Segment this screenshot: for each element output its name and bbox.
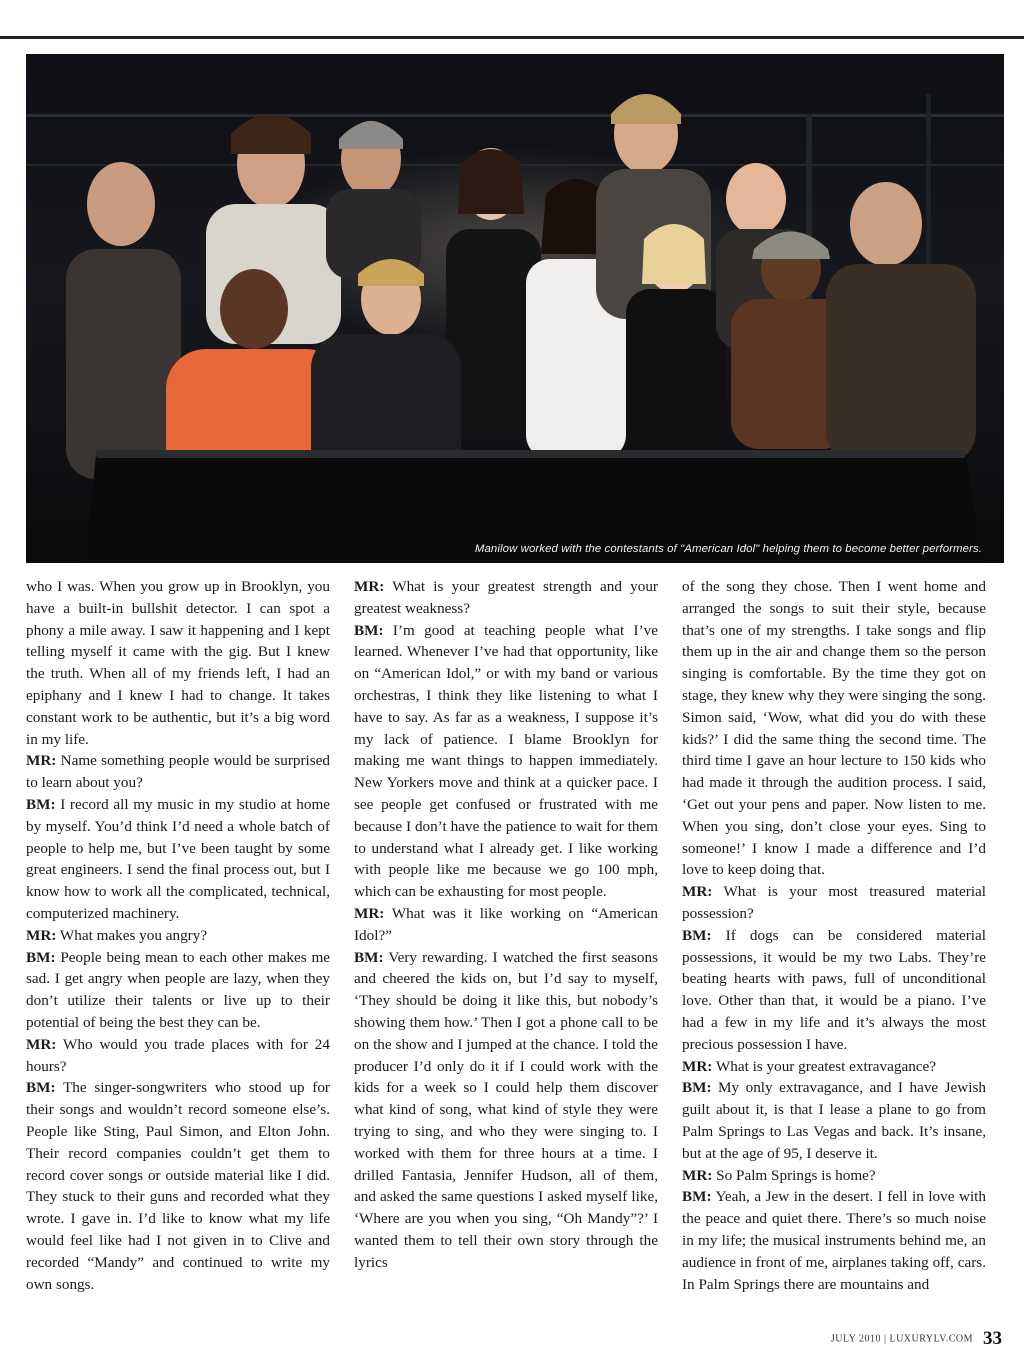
paragraph-text: What makes you angry? [56, 926, 208, 944]
speaker-label: MR: [26, 1035, 57, 1053]
paragraph [26, 794, 330, 925]
paragraph-text: I record all my music in my studio at home by myself. You’d think I’d need a whole batch of people to help me, but I’ve been taught by some great engineers. I send the final process out, but I know how to work all the complicated, technical, computerized machinery. [26, 795, 330, 922]
paragraph [354, 620, 658, 903]
page-footer [831, 1328, 1002, 1350]
paragraph-text: I’m good at teaching people what I’ve learned. Whenever I’ve had that opportunity, like on “American Idol,” or with my band or various orchestras, I think they like listening to what I have to say. As far as a weakness, I suppose it’s my lack of patience. I blame Brooklyn for making me want things to happen immediately. New Yorkers move and think at a quicker pace. I see people get confused or frustrated with me because I don’t have the patience to wait for them to understand what I already get. I like working with people like me because we go 100 mph, which can be exhausting for most people. [354, 621, 658, 901]
speaker-label: MR: [354, 904, 385, 922]
paragraph-text: Very rewarding. I watched the first seasons and cheered the kids on, but I’d say to myself, ‘They should be doing it like this, but nobody’s showing them how.’ Then I got a phone call to be on the show and I jumped at the chance. I told the producer I’d only do it if I could work with the kids for a week so I could help them discover what kind of song, what kind of style they were trying to sing, and who they were singing to. I worked with them for three hours at a time. I drilled Fantasia, Jennifer Hudson, all of them, and asked the same questions I asked myself like, ‘Where are you when you sing, “Oh Mandy”?’ I wanted them to tell their own story through the lyrics [354, 948, 658, 1271]
paragraph-text: The singer-songwriters who stood up for their songs and wouldn’t record someone else’s. People like Sting, Paul Simon, and Elton John. Their record companies couldn’t get them to record cover songs or outside material like I did. They stuck to their guns and recorded what they wrote. I gave in. I’d like to know what my life would feel like had I not given in to Clive and recorded “Mandy” and continued to write my own songs. [26, 1079, 330, 1293]
paragraph [354, 576, 658, 620]
paragraph [682, 1186, 986, 1295]
paragraph-text: What was it like working on “American Idol?” [354, 904, 658, 944]
paragraph-text: What is your greatest extravagance? [712, 1057, 937, 1075]
paragraph [682, 1077, 986, 1164]
text-column-3 [682, 576, 986, 1295]
paragraph-text: Yeah, a Jew in the desert. I fell in love with the peace and quiet there. There’s so much noise in my life; the musical instruments behind me, an audience in front of me, airplanes taking off, cars. In Palm Springs there are mountains and [682, 1188, 986, 1293]
speaker-label: MR: [682, 1166, 713, 1184]
paragraph [682, 925, 986, 1056]
speaker-label: BM: [354, 948, 384, 966]
paragraph [682, 881, 986, 925]
speaker-label: MR: [26, 752, 57, 770]
paragraph-text: Name something people would be surprised to learn about you? [26, 752, 330, 792]
paragraph-text: So Palm Springs is home? [712, 1166, 876, 1184]
paragraph-text: What is your greatest strength and your greatest weakness? [354, 578, 658, 617]
speaker-label: MR: [682, 1057, 713, 1075]
paragraph-text: My only extravagance, and I have Jewish guilt about it, is that I lease a plane to go from Palm Springs to Las Vegas and back. It’s insane, but at the age of 95, I deserve it. [682, 1079, 986, 1162]
text-column-2 [354, 576, 658, 1274]
page-number: 33 [983, 1328, 1002, 1349]
speaker-label: BM: [682, 926, 712, 944]
speaker-label: BM: [354, 621, 384, 639]
paragraph [26, 750, 330, 794]
paragraph [26, 1077, 330, 1295]
paragraph-text: who I was. When you grow up in Brooklyn, you have a built-in bullshit detector. I can spot a phony a mile away. I saw it happening and I kept telling myself it came with the gig. But I knew the truth. When all of my friends left, I had an epiphany and I knew I had to change. It takes constant work to be authentic, but it’s a big word in my life. [26, 578, 330, 748]
paragraph-text: Who would you trade places with for 24 hours? [26, 1035, 330, 1075]
paragraph [26, 925, 330, 947]
speaker-label: BM: [26, 948, 56, 966]
text-column-1 [26, 576, 330, 1295]
paragraph-text: People being mean to each other makes me sad. I get angry when people are lazy, when they don’t utilize their talents or live up to their potential of being the best they can be. [26, 948, 330, 1031]
top-rule [0, 36, 1024, 39]
group-photo-illustration [26, 54, 1004, 563]
speaker-label: BM: [682, 1188, 712, 1206]
issue-info: JULY 2010 | LUXURYLV.COM [830, 1333, 973, 1345]
paragraph [354, 947, 658, 1274]
paragraph [682, 1165, 986, 1187]
speaker-label: BM: [682, 1079, 712, 1097]
paragraph-text: What is your most treasured material possession? [682, 883, 986, 922]
speaker-label: MR: [354, 578, 385, 595]
paragraph-text: If dogs can be considered material possessions, it would be my two Labs. They’re beating hearts with paws, full of unconditional love. Other than that, it would be a piano. I’ve had a few in my life and it’s always the most precious possession I have. [682, 926, 986, 1053]
speaker-label: MR: [682, 883, 713, 901]
paragraph [682, 1056, 986, 1078]
paragraph [682, 576, 986, 881]
speaker-label: MR: [26, 926, 57, 944]
speaker-label: BM: [26, 795, 56, 813]
paragraph [26, 1034, 330, 1078]
speaker-label: BM: [26, 1079, 56, 1097]
photo-caption: Manilow worked with the contestants of "American Idol" helping them to become better performers. [474, 543, 982, 555]
paragraph-text: of the song they chose. Then I went home and arranged the songs to suit their style, because that’s one of my strengths. I take songs and flip them up in the air and change them so the person singing is comfortable. By the time they got on stage, they knew why they were singing the song. Simon said, ‘Wow, what did you do with these kids?’ I did the same thing the second time. The third time I gave an hour lecture to 150 kids who had made it through the audition process. I said, ‘Get out your pens and paper. Now listen to me. When you sing, don’t close your eyes. Sing to someone!’ I know I made a difference and I’d love to keep doing that. [682, 578, 986, 879]
paragraph [26, 947, 330, 1034]
paragraph [26, 576, 330, 750]
paragraph [354, 903, 658, 947]
group-photo [26, 54, 1004, 563]
